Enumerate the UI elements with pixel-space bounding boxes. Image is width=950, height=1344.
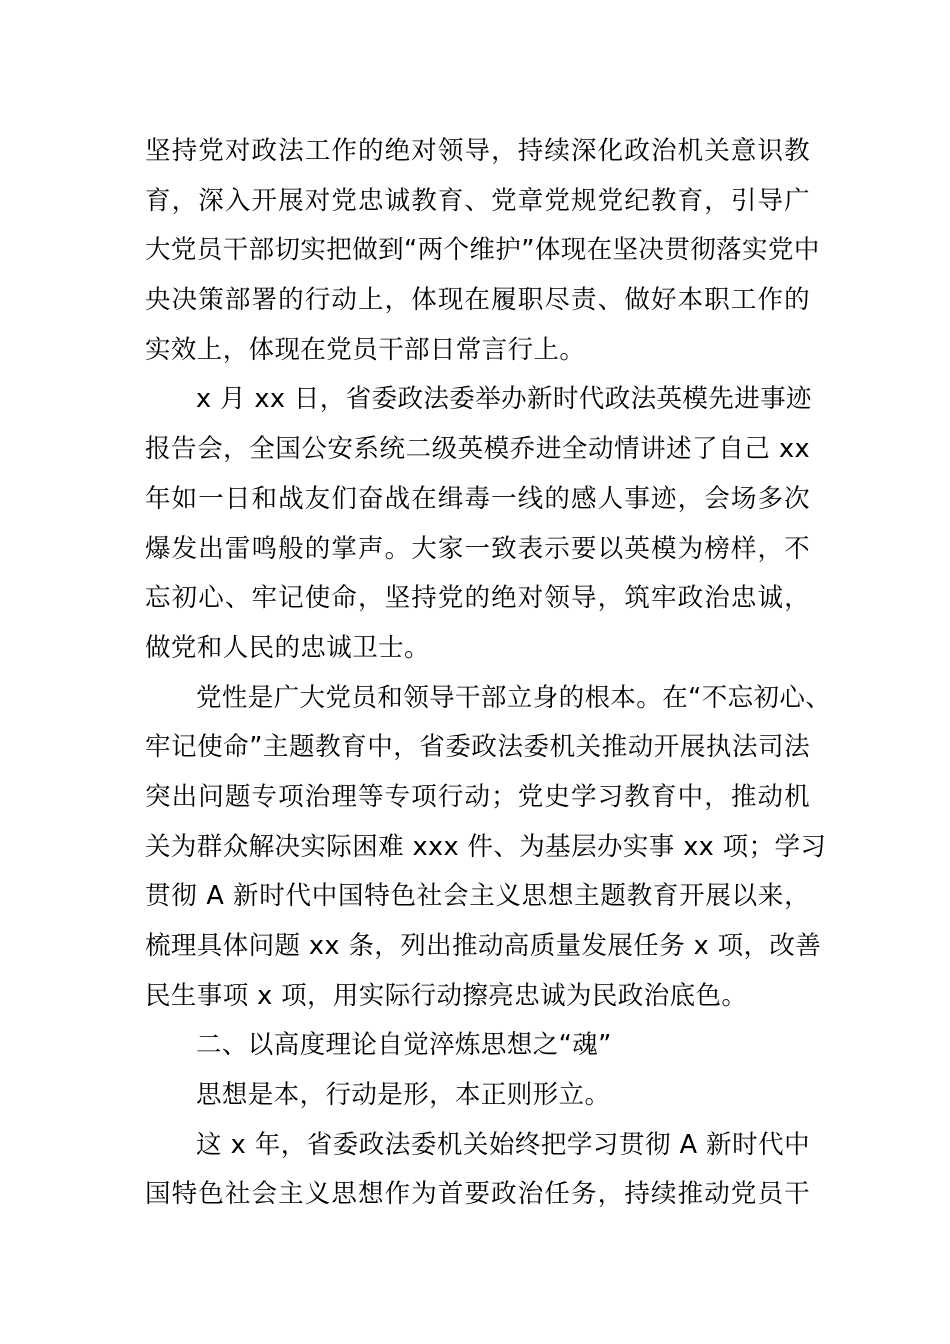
text-line: 做党和人民的忠诚卫士。: [145, 632, 430, 663]
text-line: 国特色社会主义思想作为首要政治任务，持续推动党员干: [145, 1179, 810, 1210]
text-line: 育，深入开展对党忠诚教育、党章党规党纪教育，引导广: [145, 185, 810, 216]
text-line: 思想是本，行动是形，本正则形立。: [196, 1080, 611, 1111]
text-line: 央决策部署的行动上，体现在履职尽责、做好本职工作的: [145, 285, 810, 316]
body-text: [145, 127, 832, 1220]
text-line: 牢记使命”主题教育中，省委政法委机关推动开展执法司法: [145, 732, 810, 763]
text-line: 年如一日和战友们奋战在缉毒一线的感人事迹，会场多次: [145, 483, 810, 514]
text-line: 大党员干部切实把做到“两个维护”体现在坚决贯彻落实党中: [145, 235, 820, 266]
text-line: 爆发出雷鸣般的掌声。大家一致表示要以英模为榜样，不: [145, 533, 810, 564]
text-line: 党性是广大党员和领导干部立身的根本。在“不忘初心、: [196, 682, 832, 713]
text-line: 报告会，全国公安系统二级英模乔进全动情讲述了自己 xx: [145, 434, 810, 465]
text-line: 突出问题专项治理等专项行动；党史学习教育中，推动机: [145, 781, 810, 812]
text-line: x 月 xx 日，省委政法委举办新时代政法英模先进事迹: [196, 384, 812, 415]
text-line: 梳理具体问题 xx 条，列出推动高质量发展任务 x 项，改善: [145, 931, 822, 961]
text-line: 关为群众解决实际困难 xxx 件、为基层办实事 xx 项；学习: [145, 831, 827, 862]
text-line: 实效上，体现在党员干部日常言行上。: [145, 334, 586, 365]
text-line: 忘初心、牢记使命，坚持党的绝对领导，筑牢政治忠诚，: [145, 583, 810, 614]
text-line: 这 x 年，省委政法委机关始终把学习贯彻 A 新时代中: [196, 1129, 810, 1160]
text-line: 坚持党对政法工作的绝对领导，持续深化政治机关意识教: [145, 136, 810, 166]
text-line: 民生事项 x 项，用实际行动擦亮忠诚为民政治底色。: [145, 980, 748, 1011]
text-line: 贯彻 A 新时代中国特色社会主义思想主题教育开展以来，: [145, 881, 810, 912]
text-line: 二、以高度理论自觉淬炼思想之“魂”: [196, 1030, 612, 1061]
